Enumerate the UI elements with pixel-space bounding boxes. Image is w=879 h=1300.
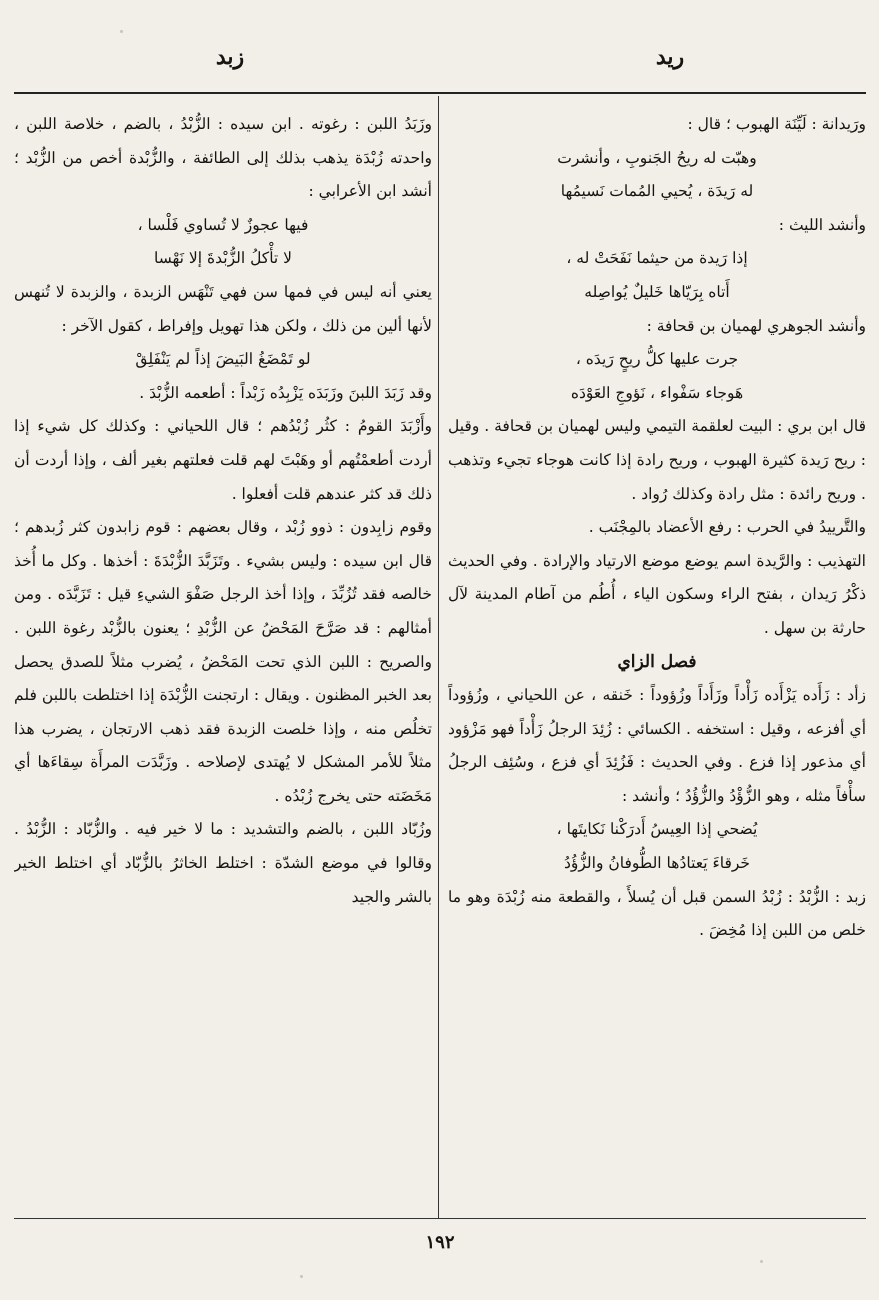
paragraph: وقوم زابِدون : ذوو زُبْد ، وقال بعضهم : قوم زابدون كثر زُبدهم ؛ قال ابن سيده : وليس بشيء . وتَزَبَّدَ الزُّبْدَةَ : أخذها . وكل ما أُخذ خالصه فقد تُزُبِّدَ ، وإذا أخذ الرجل صَفْوَ الشيءِ قيل : تَزَبَّدَه . ومن أمثالهم : قد صَرَّحَ المَحْضُ عن الزُّبْدِ ؛ يعنون بالزُّبْد رغوة اللبن . والصريح : اللبن الذي تحت المَحْضُ ، يُضرب مثلاً للصدق يحصل بعد الخبر المظنون . ويقال : ارتجنت الزُّبْدَة إذا اختلطت باللبن فلم تخلُص منه ، وإذا خلصت الزبدة فقد ذهب الارتجان ، يضرب هذا مثلاً للأمر المشكل لا يُهتدى لإصلاحه . وزَبَّدَت المرأَة سِقاءَها أي مَخَضَته حتى يخرج زُبْدُه . xyxy=(14,518,432,805)
verse-line: هَوجاء سَفْواء ، نَؤوجِ العَوْدَه xyxy=(570,383,744,402)
top-rule xyxy=(14,92,866,94)
header-right-entry: ريد xyxy=(655,44,685,70)
paper-speckle xyxy=(120,30,123,33)
verse-line: فيها عجوزٌ لا تُساوي فَلْسا ، xyxy=(137,215,309,234)
paragraph: وأنشد الجوهري لهميان بن قحافة : xyxy=(646,316,866,335)
verse-line: لو تَمْضَغُ البَيضَ إذاً لم يَنْفَلِقْ xyxy=(135,350,311,369)
paragraph: وأنشد الليث : xyxy=(778,215,866,234)
paragraph: يعني أنه ليس في فمها سن فهي تَنْهَس الزبدة ، والزبدة لا تُنهس لأنها ألين من ذلك ، ولكن هذا تهويل وإفراط ، كقول الآخر : xyxy=(14,282,432,335)
verse-line: له رَيدَة ، يُحيي المُمات نَسيمُها xyxy=(560,182,754,201)
paragraph: وزَبَدُ اللبن : رغوته . ابن سيده : الزُّبْدُ ، بالضم ، خلاصة اللبن ، واحدته زُبْدَة يذهب بذلك إلى الطائفة ، والزُّبْدة أخص من الزُّبْد ؛ أنشد ابن الأعرابي : xyxy=(14,115,432,201)
bottom-rule xyxy=(14,1218,866,1219)
paragraph: التهذيب : والرَّيدة اسم يوضع موضع الارتياد والإرادة . وفي الحديث ذكْرُ رَيدان ، بفتح الراء وسكون الياء ، أُطُم من آطام المدينة لآل حارثة بن سهل . xyxy=(448,551,866,637)
paper-speckle xyxy=(760,1260,763,1263)
paragraph: ورَيدانة : لَيِّنَة الهبوب ؛ قال : xyxy=(687,115,866,133)
section-title: فصل الزاي xyxy=(617,651,697,672)
header-left-entry: زبد xyxy=(215,44,245,70)
paper-speckle xyxy=(300,1275,303,1278)
paragraph: زأد : زَأَده يَزْأَده زَأْداً وزَأَداً وزُؤوداً : خَنقه ، عن اللحياني ، وزُؤوداً أي أفزعه ، وقيل : استخفه . الكسائي : زُئِدَ الرجلُ زَأْداً فهو مَزْؤود أي مذعور إذا فزع . وفي الحديث : فَزُئِدَ أي فزع ، وسُئِف الرجلُ سأْفاً مثله ، وهو الزُّؤْدُ والزُّؤُدُ ؛ وأنشد : xyxy=(448,686,866,805)
verse-line: وهبّت له ريحُ الجَنوبِ ، وأنشرت xyxy=(557,148,757,167)
page-number: ١٩٢ xyxy=(425,1232,455,1253)
paragraph: والتَّرييدُ في الحرب : رفع الأعضاد بالمِجْنَب . xyxy=(588,518,866,537)
verse-line: لا تأْكلُ الزُّبْدةَ إلا نَهْسا xyxy=(153,249,292,268)
paragraph: زبد : الزُّبْدُ : زُبْدُ السمن قبل أن يُسلأَ ، والقطعة منه زُبْدَة وهو ما خلص من اللبن إذا مُخِضَ . xyxy=(448,887,866,940)
verse-line: يُضحي إذا العِيسُ أَدرَكْنا نَكايتَها ، xyxy=(556,820,758,839)
verse-line: أَتاه بِرَيّاها خَليلٌ يُواصِله xyxy=(584,282,730,301)
verse-line: خَرقاءَ يَعتادُها الطُّوفانُ والزُّؤُدُ xyxy=(563,854,751,873)
column-divider xyxy=(438,96,439,1218)
left-column xyxy=(14,108,432,1214)
paragraph: وزُبّاد اللبن ، بالضم والتشديد : ما لا خير فيه . والزُّبّاد : الزُّبْدُ . وقالوا في موضع الشدّة : اختلط الخاثرُ بالزُّبّاد أي اختلط الخير بالشر والجيد xyxy=(14,820,432,906)
paragraph: قال ابن بري : البيت لعلقمة التيمي وليس لهميان بن قحافة . وقيل : ريح رَيدة كثيرة الهبوب ، وريح رادة إذا كانت هوجاء تجيء وتذهب . وريح رائدة : مثل رادة وكذلك رُواد . xyxy=(448,417,866,503)
paragraph: وقد زَبَدَ اللبنَ وزَبَدَه يَزْبِدُه زَبْداً : أطعمه الزُّبْدَ . xyxy=(139,383,432,402)
verse-line: جرت عليها كلُّ ريحٍ رَيدَه ، xyxy=(575,350,739,369)
right-column xyxy=(448,108,866,1214)
verse-line: إذا رَيدة من حيثما نَفَحَتْ له ، xyxy=(566,249,748,268)
paragraph: وأَزْبَدَ القومُ : كثُر زُبْدُهم ؛ قال اللحياني : وكذلك كل شيء إذا أردت أطعمْتُهم أو وهَبْتَ لهم قلت فعلتهم بغير ألف ، وإذا أردت أن ذلك قد كثر عندهم قلت أفعلوا . xyxy=(14,417,432,503)
